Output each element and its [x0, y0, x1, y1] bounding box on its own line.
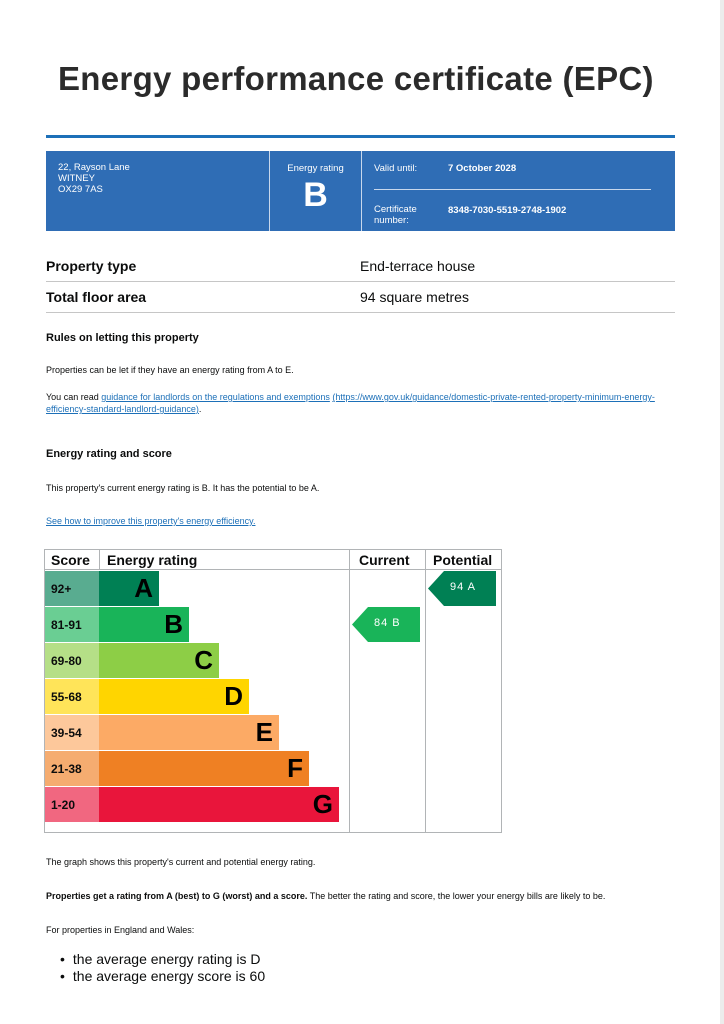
rating-band-letter-a: A	[134, 573, 153, 603]
score-cell-d: 55-68	[45, 679, 99, 714]
guidance-period: .	[198, 404, 202, 414]
score-cell-e: 39-54	[45, 715, 99, 750]
score-heading: Energy rating and score	[46, 448, 172, 460]
rating-explanation-rest: The better the rating and score, the lower your energy bills are likely to be.	[307, 891, 606, 901]
certificate-details	[362, 151, 675, 231]
score-cell-b: 81-91	[45, 607, 99, 642]
rating-band-b	[99, 607, 189, 642]
rating-explanation-bold: Properties get a rating from A (best) to G (worst) and a score.	[46, 891, 308, 901]
rating-band-letter-c: C	[194, 645, 213, 675]
address-line-1: 22, Rayson Lane	[58, 162, 130, 173]
score-column-divider	[99, 550, 100, 570]
current-column-divider	[349, 550, 350, 832]
rating-band-f	[99, 751, 309, 786]
rating-band-letter-d: D	[224, 681, 243, 711]
rating-band-letter-f: F	[287, 753, 303, 783]
current-header: Current	[359, 552, 410, 568]
property-address	[46, 151, 270, 231]
energy-rating-header: Energy rating	[107, 552, 198, 568]
improve-efficiency-link[interactable]: See how to improve this property's energy efficiency.	[46, 516, 256, 526]
rating-band-letter-b: B	[164, 609, 183, 639]
current-rating-arrow	[352, 607, 420, 641]
rating-band-d	[99, 679, 249, 714]
property-type-label: Property type	[46, 258, 137, 274]
score-cell-c: 69-80	[45, 643, 99, 678]
guidance-link[interactable]: guidance for landlords on the regulations and exemptions	[101, 392, 330, 402]
average-list	[60, 951, 265, 985]
title-divider	[46, 135, 675, 138]
rating-band-letter-e: E	[255, 717, 273, 747]
score-cell-g: 1-20	[45, 787, 99, 822]
address-line-2: WITNEY	[58, 173, 95, 184]
page-edge	[720, 0, 724, 1024]
guidance-prefix: You can read	[46, 392, 102, 402]
rating-explanation	[46, 890, 686, 902]
guidance-url-part-1: (https://www.gov.uk/guidance/domestic-private-rented-property-minimum-energy-	[332, 392, 655, 402]
rating-band-letter-g: G	[312, 789, 333, 819]
floor-area-row	[46, 282, 675, 313]
certificate-label-line-1: Certificate	[374, 204, 417, 215]
chart-header	[45, 550, 501, 570]
potential-rating-arrow-label: 94 A	[450, 581, 477, 593]
certificate-label-line-2: number:	[374, 215, 409, 226]
potential-rating-arrow	[428, 571, 496, 605]
rating-band-e	[99, 715, 279, 750]
energy-rating-label: Energy rating	[287, 163, 344, 174]
valid-until-label: Valid until:	[374, 163, 418, 174]
average-rating-item: • the average energy rating is D	[60, 951, 265, 968]
property-type-value: End-terrace house	[360, 258, 476, 274]
score-cell-f: 21-38	[45, 751, 99, 786]
score-header: Score	[51, 552, 90, 568]
potential-column-divider	[425, 550, 426, 832]
floor-area-value: 94 square metres	[360, 289, 469, 305]
certificate-number-value: 8348-7030-5519-2748-1902	[448, 205, 567, 216]
page-title: Energy performance certificate (EPC)	[58, 60, 654, 97]
guidance-paragraph	[46, 391, 676, 415]
energy-rating-chart	[44, 549, 502, 833]
valid-until-value: 7 October 2028	[448, 163, 517, 174]
rating-band-c	[99, 643, 219, 678]
rules-heading: Rules on letting this property	[46, 332, 199, 344]
rating-band-a	[99, 571, 159, 606]
rating-band-g	[99, 787, 339, 822]
address-line-3: OX29 7AS	[58, 184, 103, 195]
england-wales-note: For properties in England and Wales:	[46, 925, 195, 935]
energy-rating-letter: B	[303, 176, 328, 214]
rules-paragraph: Properties can be let if they have an energy rating from A to E.	[46, 365, 294, 375]
property-type-row	[46, 251, 675, 282]
floor-area-label: Total floor area	[46, 289, 147, 305]
average-score-item: • the average energy score is 60	[60, 968, 265, 985]
potential-header: Potential	[433, 552, 493, 568]
current-rating-arrow-label: 84 B	[374, 617, 401, 629]
graph-note: The graph shows this property's current and potential energy rating.	[46, 857, 316, 867]
score-paragraph: This property's current energy rating is B. It has the potential to be A.	[46, 483, 320, 493]
energy-rating-box	[270, 151, 362, 231]
certificate-summary	[46, 151, 675, 231]
score-cell-a: 92+	[45, 571, 99, 606]
details-divider	[374, 189, 651, 190]
guidance-url-part-2: efficiency-standard-landlord-guidance)	[46, 404, 199, 414]
certificate-number-label	[374, 204, 434, 226]
